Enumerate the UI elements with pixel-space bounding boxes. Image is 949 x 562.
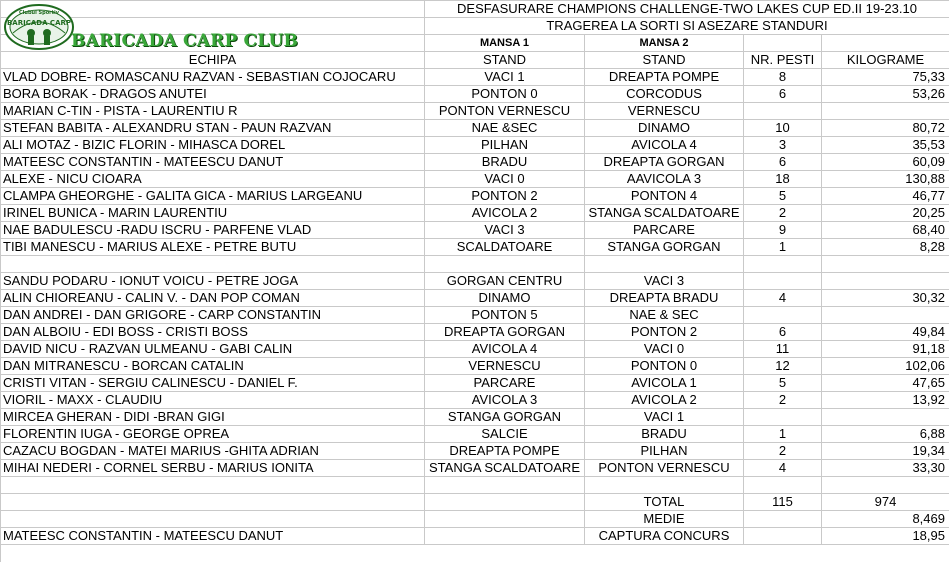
column-header-echipa: ECHIPA (1, 52, 425, 69)
fish-count: 3 (744, 137, 822, 154)
fish-count: 6 (744, 86, 822, 103)
stand-mansa1: DREAPTA POMPE (425, 443, 585, 460)
stand-mansa1: NAE &SEC (425, 120, 585, 137)
team-name: MARIAN C-TIN - PISTA - LAURENTIU R (1, 103, 425, 120)
team-name: DAN ANDREI - DAN GRIGORE - CARP CONSTANTIN (1, 307, 425, 324)
stand-mansa2: DINAMO (585, 120, 744, 137)
fish-count: 4 (744, 460, 822, 477)
fish-count: 18 (744, 171, 822, 188)
biggest-catch-label: CAPTURA CONCURS (585, 528, 744, 545)
fish-count: 1 (744, 426, 822, 443)
weight-kg: 49,84 (822, 324, 949, 341)
weight-kg: 47,65 (822, 375, 949, 392)
stand-mansa1: SCALDATOARE (425, 239, 585, 256)
stand-mansa1: PARCARE (425, 375, 585, 392)
stand-mansa1: VACI 1 (425, 69, 585, 86)
weight-kg: 20,25 (822, 205, 949, 222)
club-name: BARICADA CARP CLUB (71, 31, 299, 51)
biggest-catch-team: MATEESC CONSTANTIN - MATEESCU DANUT (1, 528, 425, 545)
weight-kg: 13,92 (822, 392, 949, 409)
weight-kg: 6,88 (822, 426, 949, 443)
empty-cell (1, 256, 425, 273)
stand-mansa1: STANGA SCALDATOARE (425, 460, 585, 477)
empty-cell (744, 511, 822, 528)
empty-cell (425, 256, 585, 273)
fish-count: 10 (744, 120, 822, 137)
stand-mansa1: AVICOLA 2 (425, 205, 585, 222)
empty-cell (822, 35, 949, 52)
stand-mansa1: DREAPTA GORGAN (425, 324, 585, 341)
empty-cell (744, 528, 822, 545)
column-header-pesti: NR. PESTI (744, 52, 822, 69)
weight-kg: 130,88 (822, 171, 949, 188)
biggest-catch-weight: 18,95 (822, 528, 949, 545)
stand-mansa2: NAE & SEC (585, 307, 744, 324)
fish-count: 5 (744, 188, 822, 205)
stand-mansa2: PONTON 4 (585, 188, 744, 205)
stand-mansa2: AVICOLA 4 (585, 137, 744, 154)
stand-mansa1: BRADU (425, 154, 585, 171)
total-fish-count: 115 (744, 494, 822, 511)
stand-mansa1: AVICOLA 3 (425, 392, 585, 409)
fish-count: 6 (744, 154, 822, 171)
stand-mansa1: STANGA GORGAN (425, 409, 585, 426)
team-name: FLORENTIN IUGA - GEORGE OPREA (1, 426, 425, 443)
fish-count (744, 103, 822, 120)
stand-mansa2: PILHAN (585, 443, 744, 460)
stand-mansa2: VACI 0 (585, 341, 744, 358)
team-name: ALI MOTAZ - BIZIC FLORIN - MIHASCA DOREL (1, 137, 425, 154)
team-name: DAN MITRANESCU - BORCAN CATALIN (1, 358, 425, 375)
fish-count: 6 (744, 324, 822, 341)
stand-mansa1: AVICOLA 4 (425, 341, 585, 358)
empty-cell (1, 494, 425, 511)
weight-kg: 68,40 (822, 222, 949, 239)
empty-cell (425, 511, 585, 528)
fish-count (744, 307, 822, 324)
stand-mansa2: BRADU (585, 426, 744, 443)
team-name: NAE BADULESCU -RADU ISCRU - PARFENE VLAD (1, 222, 425, 239)
empty-cell (425, 494, 585, 511)
fish-count: 2 (744, 443, 822, 460)
weight-kg: 102,06 (822, 358, 949, 375)
fish-count (744, 273, 822, 290)
total-weight: 974 (822, 494, 949, 511)
badge-main-text: BARICADA CARP (6, 19, 72, 27)
total-label: TOTAL (585, 494, 744, 511)
stand-mansa2: AVICOLA 1 (585, 375, 744, 392)
weight-kg: 75,33 (822, 69, 949, 86)
stand-mansa2: VERNESCU (585, 103, 744, 120)
club-logo (3, 3, 299, 53)
stand-mansa1: PONTON 5 (425, 307, 585, 324)
weight-kg: 8,28 (822, 239, 949, 256)
team-name: STEFAN BABITA - ALEXANDRU STAN - PAUN RAZVAN (1, 120, 425, 137)
stand-mansa2: PONTON 0 (585, 358, 744, 375)
event-title: DESFASURARE CHAMPIONS CHALLENGE-TWO LAKES CUP ED.II 19-23.10 (425, 1, 949, 18)
fish-count: 4 (744, 290, 822, 307)
team-name: SANDU PODARU - IONUT VOICU - PETRE JOGA (1, 273, 425, 290)
event-subtitle: TRAGEREA LA SORTI SI ASEZARE STANDURI (425, 18, 949, 35)
stand-mansa2: VACI 3 (585, 273, 744, 290)
weight-kg: 19,34 (822, 443, 949, 460)
stand-mansa1: PILHAN (425, 137, 585, 154)
stand-mansa1: PONTON 2 (425, 188, 585, 205)
weight-kg: 53,26 (822, 86, 949, 103)
stand-mansa1: VACI 0 (425, 171, 585, 188)
weight-kg: 35,53 (822, 137, 949, 154)
empty-cell (585, 256, 744, 273)
fish-count: 1 (744, 239, 822, 256)
team-name: TIBI MANESCU - MARIUS ALEXE - PETRE BUTU (1, 239, 425, 256)
team-name: CLAMPA GHEORGHE - GALITA GICA - MARIUS LARGEANU (1, 188, 425, 205)
column-header-stand2: STAND (585, 52, 744, 69)
empty-cell (425, 477, 585, 494)
empty-cell (744, 35, 822, 52)
fish-count: 8 (744, 69, 822, 86)
stand-mansa1: PONTON VERNESCU (425, 103, 585, 120)
weight-kg: 33,30 (822, 460, 949, 477)
stand-mansa2: DREAPTA GORGAN (585, 154, 744, 171)
team-name: MATEESC CONSTANTIN - MATEESCU DANUT (1, 154, 425, 171)
team-name: CRISTI VITAN - SERGIU CALINESCU - DANIEL F. (1, 375, 425, 392)
weight-kg (822, 307, 949, 324)
stand-mansa2: STANGA GORGAN (585, 239, 744, 256)
empty-cell (1, 511, 425, 528)
team-name: VLAD DOBRE- ROMASCANU RAZVAN - SEBASTIAN COJOCARU (1, 69, 425, 86)
stand-mansa1: DINAMO (425, 290, 585, 307)
team-name: MIRCEA GHERAN - DIDI -BRAN GIGI (1, 409, 425, 426)
stand-mansa2: AVICOLA 2 (585, 392, 744, 409)
stand-mansa2: PONTON 2 (585, 324, 744, 341)
fish-count: 2 (744, 205, 822, 222)
stand-mansa1: VERNESCU (425, 358, 585, 375)
fish-count (744, 409, 822, 426)
team-name: MIHAI NEDERI - CORNEL SERBU - MARIUS IONITA (1, 460, 425, 477)
average-label: MEDIE (585, 511, 744, 528)
stand-mansa1: PONTON 0 (425, 86, 585, 103)
empty-cell (822, 477, 949, 494)
badge-top-text: Clubul Sportiv (19, 10, 59, 16)
team-name: CAZACU BOGDAN - MATEI MARIUS -GHITA ADRIAN (1, 443, 425, 460)
stand-mansa2: PARCARE (585, 222, 744, 239)
column-header-kilograme: KILOGRAME (822, 52, 949, 69)
weight-kg: 46,77 (822, 188, 949, 205)
weight-kg: 80,72 (822, 120, 949, 137)
weight-kg (822, 103, 949, 120)
weight-kg: 91,18 (822, 341, 949, 358)
fish-count: 2 (744, 392, 822, 409)
empty-cell (744, 477, 822, 494)
stand-mansa2: AAVICOLA 3 (585, 171, 744, 188)
fish-count: 5 (744, 375, 822, 392)
fish-count: 9 (744, 222, 822, 239)
fish-count: 12 (744, 358, 822, 375)
average-weight: 8,469 (822, 511, 949, 528)
team-name: VIORIL - MAXX - CLAUDIU (1, 392, 425, 409)
stand-mansa2: PONTON VERNESCU (585, 460, 744, 477)
stand-mansa2: CORCODUS (585, 86, 744, 103)
weight-kg: 30,32 (822, 290, 949, 307)
stand-mansa1: SALCIE (425, 426, 585, 443)
mansa1-header: MANSA 1 (425, 35, 585, 52)
column-header-stand1: STAND (425, 52, 585, 69)
empty-cell (585, 477, 744, 494)
empty-cell (425, 528, 585, 545)
stand-mansa1: GORGAN CENTRU (425, 273, 585, 290)
team-name: BORA BORAK - DRAGOS ANUTEI (1, 86, 425, 103)
team-name: DAN ALBOIU - EDI BOSS - CRISTI BOSS (1, 324, 425, 341)
stand-mansa2: VACI 1 (585, 409, 744, 426)
team-name: ALIN CHIOREANU - CALIN V. - DAN POP COMAN (1, 290, 425, 307)
stand-mansa2: STANGA SCALDATOARE (585, 205, 744, 222)
empty-cell (822, 256, 949, 273)
weight-kg (822, 409, 949, 426)
weight-kg: 60,09 (822, 154, 949, 171)
team-name: ALEXE - NICU CIOARA (1, 171, 425, 188)
empty-cell (744, 256, 822, 273)
logo-cell (1, 1, 425, 51)
stand-mansa2: DREAPTA POMPE (585, 69, 744, 86)
stand-mansa1: VACI 3 (425, 222, 585, 239)
weight-kg (822, 273, 949, 290)
team-name: IRINEL BUNICA - MARIN LAURENTIU (1, 205, 425, 222)
carp-badge-icon (3, 3, 75, 51)
fish-count: 11 (744, 341, 822, 358)
stand-mansa2: DREAPTA BRADU (585, 290, 744, 307)
mansa2-header: MANSA 2 (585, 35, 744, 52)
empty-cell (1, 477, 425, 494)
team-name: DAVID NICU - RAZVAN ULMEANU - GABI CALIN (1, 341, 425, 358)
